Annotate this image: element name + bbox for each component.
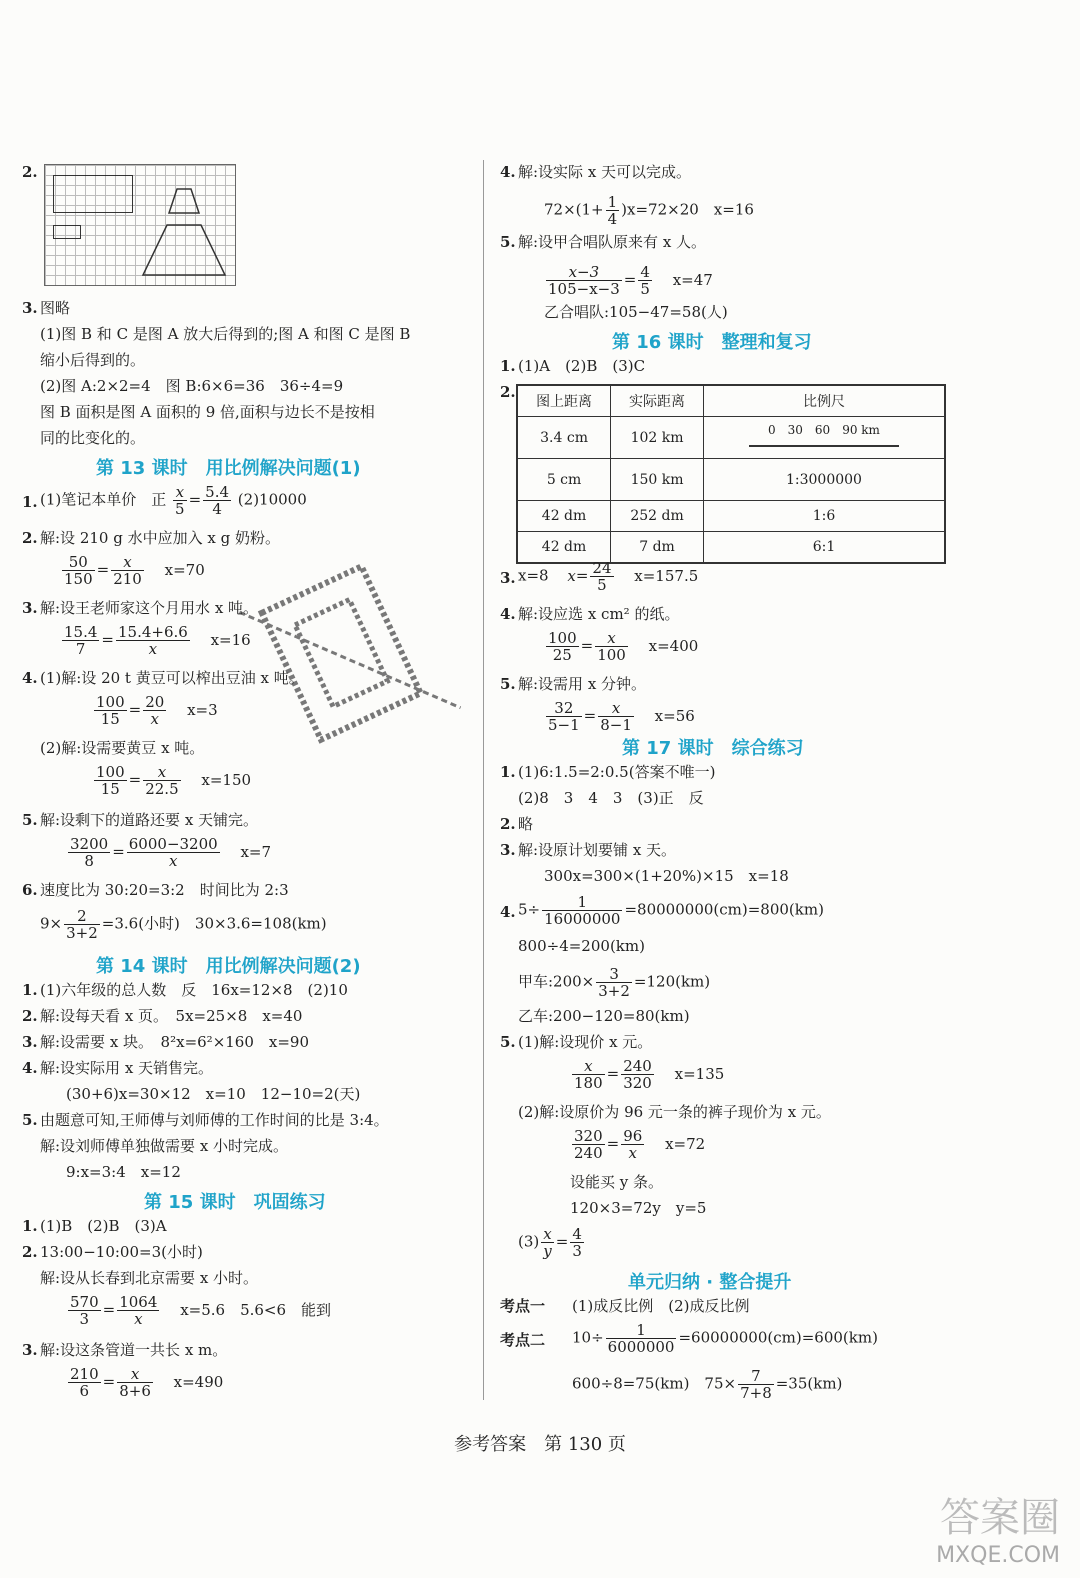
s17-q3-label: 3. <box>500 841 516 859</box>
table-row <box>517 459 945 501</box>
table-header-scale: 比例尺 <box>703 385 945 417</box>
scale-table-header <box>517 385 945 417</box>
s17-q5-result2: x=72 <box>665 1134 706 1153</box>
s17-q5-eq: $\frac{x}{180}$ = $\frac{240}{320}$ x=135 <box>574 1057 725 1092</box>
s15-q1-label: 1. <box>22 1217 38 1235</box>
s14-q3-text: 解:设需要 x 块。 8²x=6²×160 x=90 <box>40 1033 310 1051</box>
section-title-17: 第 17 课时 综合练习 <box>622 738 804 759</box>
column-divider <box>483 160 484 1400</box>
s13-q4-text: (1)解:设 20 t 黄豆可以榨出豆油 x 吨。 <box>40 669 304 687</box>
s16-q5-label: 5. <box>500 675 516 693</box>
s13-q5-label: 5. <box>22 811 38 829</box>
table-cell: 102 km <box>611 417 704 459</box>
section-title-13: 第 13 课时 用比例解决问题(1) <box>96 458 361 479</box>
s16-q1-text: (1)A (2)B (3)C <box>518 357 646 375</box>
q3-part2-cont2: 同的比变化的。 <box>40 429 146 447</box>
s13-q6-result: =3.6(小时) 30×3.6=108(km) <box>101 914 327 933</box>
s13-q5-result: x=7 <box>240 842 272 861</box>
s16-q4-label: 4. <box>500 605 516 623</box>
r4-text: 解:设实际 x 天可以完成。 <box>518 163 692 181</box>
s16-q4-eq: $\frac{100}{25}$ = $\frac{x}{100}$ x=400 <box>548 629 699 664</box>
kaodian2-eq: 10÷ $\frac{1}{6000000}$ =60000000(cm)=600(km) <box>572 1321 878 1356</box>
s13-q4-label: 4. <box>22 669 38 687</box>
trapezoid-figures <box>45 165 235 285</box>
r5-label: 5. <box>500 233 516 251</box>
s13-q6-label: 6. <box>22 881 38 899</box>
s13-q1-answer2: (2)10000 <box>237 490 307 509</box>
r5-text: 解:设甲合唱队原来有 x 人。 <box>518 233 707 251</box>
s17-q5-text: (1)解:设现价 x 元。 <box>518 1033 653 1051</box>
s13-q4-result: x=3 <box>187 700 218 719</box>
table-cell: 3.4 cm <box>517 417 611 459</box>
table-cell: 6:1 <box>703 532 945 564</box>
s13-q6-eq: 9× $\frac{2}{3+2}$ =3.6(小时) 30×3.6=108(km) <box>40 907 327 942</box>
s17-q5-eq2: $\frac{320}{240}$ = $\frac{96}{x}$ x=72 <box>574 1127 706 1162</box>
table-cell: 7 dm <box>611 532 704 564</box>
section-title-unit: 单元归纳 · 整合提升 <box>628 1272 792 1293</box>
s16-q5-eq: $\frac{32}{5-1}$ = $\frac{x}{8-1}$ x=56 <box>548 699 695 734</box>
s16-q5-text: 解:设需用 x 分钟。 <box>518 675 647 693</box>
s13-q4-eq2: $\frac{100}{15}$ = $\frac{x}{22.5}$ x=150 <box>96 763 252 798</box>
s14-q5-text2: 解:设刘师傅单独做需要 x 小时完成。 <box>40 1137 289 1155</box>
s17-q1-text2: (2)8 3 4 3 (3)正 反 <box>518 789 704 807</box>
s17-q5-result: x=135 <box>674 1064 725 1083</box>
s16-q3-a: x=8 <box>518 566 549 585</box>
table-row <box>517 501 945 532</box>
table-cell: 5 cm <box>517 459 611 501</box>
table-row <box>517 417 945 459</box>
s14-q3-label: 3. <box>22 1033 38 1051</box>
q2-label: 2. <box>22 163 38 181</box>
scale-table <box>516 384 946 564</box>
s17-q1-text: (1)6:1.5=2:0.5(答案不唯一) <box>518 763 716 781</box>
s15-q3-label: 3. <box>22 1341 38 1359</box>
s13-q1-label: 1. <box>22 493 38 511</box>
s17-q4-text3: 乙车:200−120=80(km) <box>518 1007 690 1025</box>
r4-result: x=72×20 x=16 <box>627 200 754 219</box>
kaodian2-result2: =35(km) <box>775 1374 843 1393</box>
scale-bar-labels: 0 30 60 90 km <box>768 423 880 437</box>
watermark-logo: 答案圈 <box>940 1495 1060 1541</box>
s17-q4-result2: =120(km) <box>633 972 711 991</box>
s17-q5-label: 5. <box>500 1033 516 1051</box>
r4-eq: 72×(1+ $\frac{1}{4}$ )x=72×20 x=16 <box>544 193 754 228</box>
page-footer: 参考答案 第 130 页 <box>454 1434 626 1455</box>
table-cell: 42 dm <box>517 501 611 532</box>
section-title-16: 第 16 课时 整理和复习 <box>612 332 812 353</box>
table-cell: 1:6 <box>703 501 945 532</box>
scale-bar <box>749 442 899 450</box>
s14-q4-label: 4. <box>22 1059 38 1077</box>
s17-q3-eq: 300x=300×(1+20%)×15 x=18 <box>544 867 789 885</box>
s16-q4-result: x=400 <box>648 636 699 655</box>
s16-q1-label: 1. <box>500 357 516 375</box>
s16-q4-text: 解:设应选 x cm² 的纸。 <box>518 605 680 623</box>
table-header-actual-distance: 实际距离 <box>611 385 704 417</box>
q3-part1-cont: 缩小后得到的。 <box>40 351 146 369</box>
s16-q3-label: 3. <box>500 569 516 587</box>
s13-q3-eq: $\frac{15.4}{7}$ = $\frac{15.4+6.6}{x}$ x=16 <box>64 623 251 658</box>
r4-label: 4. <box>500 163 516 181</box>
s13-q5-text: 解:设剩下的道路还要 x 天铺完。 <box>40 811 259 829</box>
table-cell-scale-bar <box>703 417 945 459</box>
q3-part2-cont: 图 B 面积是图 A 面积的 9 倍,面积与边长不是按相 <box>40 403 375 421</box>
s13-q4-text2: (2)解:设需要黄豆 x 吨。 <box>40 739 205 757</box>
table-cell: 252 dm <box>611 501 704 532</box>
s17-q5-part3: (3) <box>518 1232 540 1251</box>
s14-q4-eq: (30+6)x=30×12 x=10 12−10=2(天) <box>66 1085 361 1103</box>
s16-q2-label: 2. <box>500 383 516 401</box>
q3-text: 图略 <box>40 299 71 317</box>
s17-q4-label: 4. <box>500 903 516 921</box>
s17-q2-text: 略 <box>518 815 534 833</box>
s15-q1-text: (1)B (2)B (3)A <box>40 1217 167 1235</box>
kaodian2-result: =60000000(cm)=600(km) <box>678 1328 878 1347</box>
s14-q5-text: 由题意可知,王师傅与刘师傅的工作时间的比是 3:4。 <box>40 1111 389 1129</box>
s14-q2-label: 2. <box>22 1007 38 1025</box>
table-row <box>517 532 945 564</box>
s17-q2-label: 2. <box>500 815 516 833</box>
s17-q5-text3: 设能买 y 条。 <box>570 1173 664 1191</box>
s13-q5-eq: $\frac{3200}{8}$ = $\frac{6000-3200}{x}$ x=7 <box>70 835 272 870</box>
s13-q1-answer: (1)笔记本单价 正 <box>40 490 167 509</box>
r5-eq: $\frac{x-3}{105-x-3}$ = $\frac{4}{5}$ x=47 <box>548 263 713 298</box>
kaodian1-label: 考点一 <box>500 1297 546 1315</box>
s17-q1-label: 1. <box>500 763 516 781</box>
s17-q5-eq4: (3) $\frac{x}{y}$ = $\frac{4}{3}$ <box>518 1225 582 1260</box>
kaodian2-eq2: 600÷8=75(km) 75× $\frac{7}{7+8}$ =35(km) <box>572 1367 843 1402</box>
s13-q2-label: 2. <box>22 529 38 547</box>
s13-q2-eq: $\frac{50}{150}$ = $\frac{x}{210}$ x=70 <box>64 553 205 588</box>
s15-q2-result: x=5.6 5.6<6 能到 <box>180 1300 332 1319</box>
s17-q5-eq3: 120×3=72y y=5 <box>570 1199 707 1217</box>
q3-part1: (1)图 B 和 C 是图 A 放大后得到的;图 A 和图 C 是图 B <box>40 325 411 343</box>
s17-q5-text2: (2)解:设原价为 96 元一条的裤子现价为 x 元。 <box>518 1103 831 1121</box>
r5-text2: 乙合唱队:105−47=58(人) <box>544 303 728 321</box>
section-title-14: 第 14 课时 用比例解决问题(2) <box>96 956 361 977</box>
s16-q3-b: x=157.5 <box>634 566 699 585</box>
table-cell: 42 dm <box>517 532 611 564</box>
section-title-15: 第 15 课时 巩固练习 <box>144 1192 326 1213</box>
s13-q1-line: (1)笔记本单价 正 $\frac{x}{5}$ = $\frac{5.4}{4}$ (2)10000 <box>40 483 307 518</box>
s13-q4-eq: $\frac{100}{15}$ = $\frac{20}{x}$ x=3 <box>96 693 218 728</box>
s16-q5-result: x=56 <box>654 706 695 725</box>
s17-q4-eq2: 甲车:200× $\frac{3}{3+2}$ =120(km) <box>518 965 711 1000</box>
s13-q3-label: 3. <box>22 599 38 617</box>
s14-q4-text: 解:设实际用 x 天销售完。 <box>40 1059 214 1077</box>
s13-q3-text: 解:设王老师家这个月用水 x 吨。 <box>40 599 259 617</box>
s13-q2-result: x=70 <box>164 560 205 579</box>
s14-q5-eq: 9:x=3:4 x=12 <box>66 1163 181 1181</box>
s15-q3-eq: $\frac{210}{6}$ = $\frac{x}{8+6}$ x=490 <box>70 1365 224 1400</box>
s14-q5-label: 5. <box>22 1111 38 1129</box>
s17-q3-text: 解:设原计划要铺 x 天。 <box>518 841 677 859</box>
s17-q4-result: =80000000(cm)=800(km) <box>624 900 824 919</box>
s14-q1-label: 1. <box>22 981 38 999</box>
s13-q3-result: x=16 <box>210 630 251 649</box>
s14-q2-text: 解:设每天看 x 页。 5x=25×8 x=40 <box>40 1007 303 1025</box>
r5-result: x=47 <box>672 270 713 289</box>
s17-q4-eq: 5÷ $\frac{1}{16000000}$ =80000000(cm)=800(km) <box>518 893 824 928</box>
grid-figure <box>44 164 236 286</box>
s15-q2-label: 2. <box>22 1243 38 1261</box>
s17-q4-text2: 800÷4=200(km) <box>518 937 645 955</box>
s13-q6-text: 速度比为 30:20=3:2 时间比为 2:3 <box>40 881 289 899</box>
s15-q2-text2: 解:设从长春到北京需要 x 小时。 <box>40 1269 259 1287</box>
table-header-map-distance: 图上距离 <box>517 385 611 417</box>
q3-part2: (2)图 A:2×2=4 图 B:6×6=36 36÷4=9 <box>40 377 344 395</box>
watermark <box>936 1486 1060 1568</box>
s13-q2-text: 解:设 210 g 水中应加入 x g 奶粉。 <box>40 529 280 547</box>
kaodian2-label: 考点二 <box>500 1331 546 1349</box>
s16-q3-text: x=8 x= $\frac{24}{5}$ x=157.5 <box>518 559 699 594</box>
s15-q2-eq: $\frac{570}{3}$ = $\frac{1064}{x}$ x=5.6 5.6<6 能到 <box>70 1293 332 1328</box>
s15-q3-text: 解:设这条管道一共长 x m。 <box>40 1341 228 1359</box>
s13-q4-result2: x=150 <box>201 770 252 789</box>
kaodian2-text2: 600÷8=75(km) 75× <box>572 1374 737 1393</box>
table-cell: 150 km <box>611 459 704 501</box>
s15-q2-text: 13:00−10:00=3(小时) <box>40 1243 203 1261</box>
watermark-text: MXQE.COM <box>936 1543 1060 1568</box>
q3-label: 3. <box>22 299 38 317</box>
s14-q1-text: (1)六年级的总人数 反 16x=12×8 (2)10 <box>40 981 348 999</box>
s15-q3-result: x=490 <box>173 1372 224 1391</box>
kaodian1-text: (1)成反比例 (2)成反比例 <box>572 1297 750 1315</box>
table-cell: 1:3000000 <box>703 459 945 501</box>
stamp-mark <box>226 531 474 788</box>
